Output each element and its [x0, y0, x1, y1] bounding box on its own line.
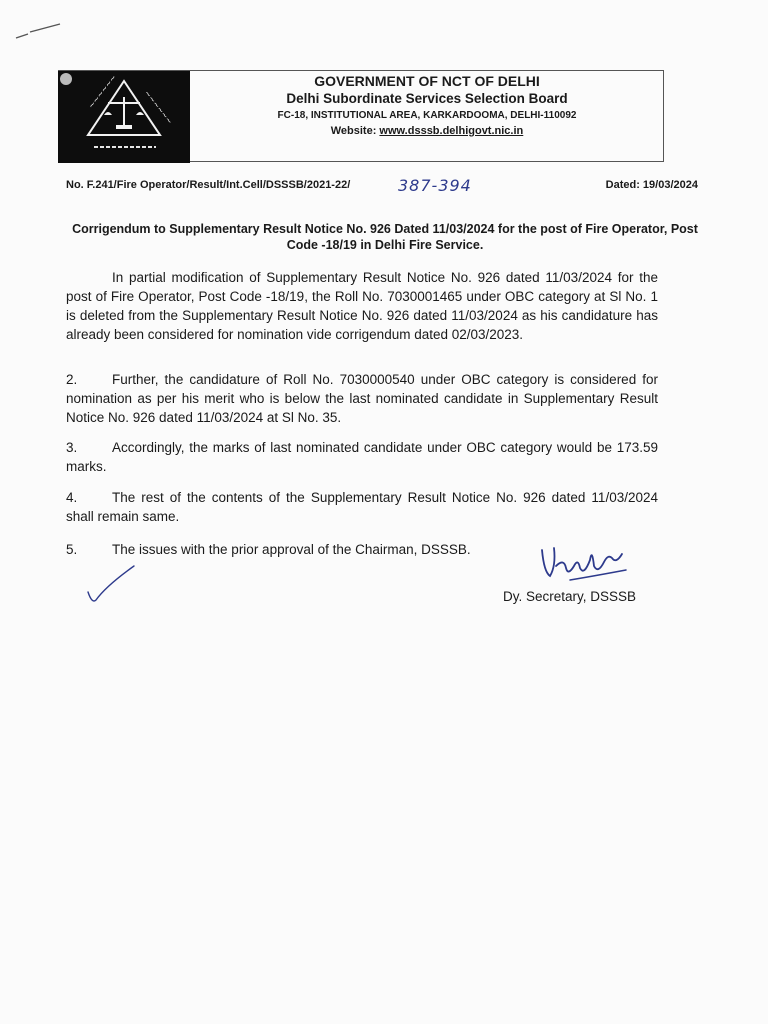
board-name: Delhi Subordinate Services Selection Board: [286, 91, 568, 106]
letterhead: [58, 70, 664, 162]
svg-text:~~~~~~: ~~~~~~: [142, 88, 175, 126]
paragraph-2: [66, 370, 658, 427]
svg-text:~~~~~~: ~~~~~~: [86, 72, 119, 111]
letterhead-text: [190, 71, 664, 163]
paragraph-number: 2.: [66, 372, 78, 387]
signature: [534, 536, 634, 586]
signatory-designation: Dy. Secretary, DSSSB: [503, 589, 637, 604]
paragraph-number: 4.: [66, 490, 78, 505]
government-name: GOVERNMENT OF NCT OF DELHI: [314, 73, 540, 89]
dsssb-emblem-icon: [58, 71, 190, 163]
paragraph-1: In partial modification of Supplementary Result Notice No. 926 dated 11/03/2024 for the post of Fire Operator, Post Code -18/19, the Roll No. 7030001465 under OBC category at Sl No. 1 is deleted from the Supplementary Result Notice No. 926 dated 11/03/2024 as his candidature has already been considered for nomination vide corrigendum dated 02/03/2023.: [66, 270, 658, 342]
paragraph-4: [66, 488, 658, 526]
dated: Dated: 19/03/2024: [605, 179, 698, 191]
paragraph-text: The rest of the contents of the Supplementary Result Notice No. 926 dated 11/03/2024 shall remain same.: [66, 490, 658, 524]
paragraph-number: 3.: [66, 440, 78, 455]
paragraph-3: [66, 438, 658, 476]
paragraph-text: Accordingly, the marks of last nominated candidate under OBC category would be 173.59 marks.: [66, 440, 658, 474]
tick-mark: [84, 562, 144, 608]
handwritten-number: 387-394: [398, 176, 472, 195]
website-line: [190, 125, 664, 137]
website-label: Website:: [330, 125, 377, 137]
reference-number: No. F.241/Fire Operator/Result/Int.Cell/DSSSB/2021-22/: [66, 179, 351, 191]
subject-heading: Corrigendum to Supplementary Result Notice No. 926 Dated 11/03/2024 for the post of Fire Operator, Post Code -18/19 in Delhi Fire Service.: [72, 222, 698, 252]
website-link[interactable]: www.dsssb.delhigovt.nic.in: [379, 125, 524, 137]
board-address: FC-18, INSTITUTIONAL AREA, KARKARDOOMA, DELHI-110092: [277, 110, 577, 121]
paragraph-text: Further, the candidature of Roll No. 7030000540 under OBC category is considered for nomination as per his merit who is below the last nominated candidate in Supplementary Result Notice No. 926 dated 11/03/2024 at Sl No. 35.: [66, 372, 658, 425]
pen-mark: [14, 20, 64, 44]
paragraph-text: The issues with the prior approval of the Chairman, DSSSB.: [112, 542, 471, 557]
paragraph-number: 5.: [66, 542, 78, 557]
